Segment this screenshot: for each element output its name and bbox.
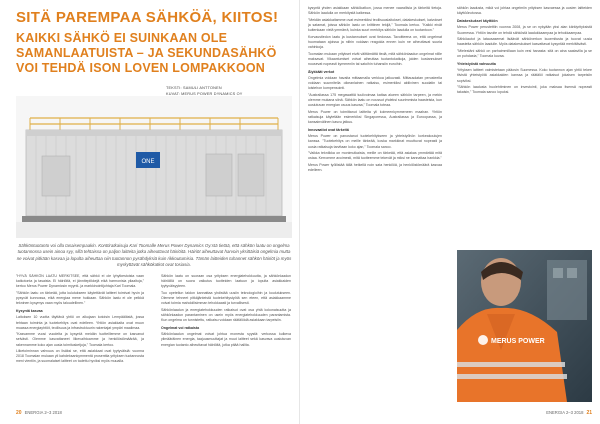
paragraph: Tuo opetellun taidon kannattaa yhdistää uusiin teknologioihin ja koulutukseen. Olemme tehneet pitkäjänteistä tuotekehitystyötä sen eteen, että asiakkaamme voivat toimia mahdollisimman tehokkaasti ja turvallisesti. — [161, 290, 291, 306]
byline-text: TEKSTI: SAMULI ANTTONEN — [166, 86, 222, 90]
subheading: Datakeskukset käyttöön — [457, 19, 498, 24]
right-footer — [546, 410, 592, 416]
paragraph: Laitoksen 10 vuotta täyttävä yhtiö on alkujaan kotoisin Lempäälästä, jossa tehtaan toiminta ja tuotekehitys ovat edelleen. Yhtiön asiakkaita ovat muun muassa energiayhtiöt, teollisuus ja infrastruktuurin rakentajat ympäri maailmaa. — [16, 315, 144, 330]
paragraph: "Mielestäni sähkö on parhaimmillaan kuin vesi hanasta: sitä on aina saatavilla ja se on puhdasta," Toomala kuvaa. — [457, 48, 592, 58]
paragraph: Merus Power työllistää tällä hetkellä noin sata henkilöä, ja henkilöstömäärä kasvaa edelleen. — [308, 162, 442, 172]
paragraph: Sähköautot ja latausasemat lisäävät sähköverkon kuormitusta ja tuovat uusia haasteita sähkön laadulle. Myös datakeskukset kasvattavat kysyntää merkittävästi. — [457, 37, 592, 47]
subheading: Yhteistyöstä vahvuutta — [457, 62, 496, 67]
paragraph: "Sähkön laatu on tärkeää, jotta kulutukseen käytettävät laitteet toimivat hyvin ja pysyvät kunnossa, eikä energiaa mene hukkaan. Sähkön laatu ei ole pelkkä tekninen kysymys vaan myös taloudellinen." — [16, 290, 144, 306]
paragraph: "Vaikka tekniikka on monimutkaista, meille on tärkeää, että asiakas ymmärtää mitä ostaa. Kerromme avoimesti, mitä tuotteemme tekevät ja miksi ne kannattaa hankkia." — [308, 151, 442, 161]
left-column-2 — [161, 274, 291, 406]
article-headline: SITÄ PAREMPAA SÄHKÖÄ, KIITOS! — [16, 9, 279, 26]
subheading: Älykkäät verkot — [308, 69, 335, 74]
paragraph: Yrityksen laitteet valmistetaan pääosin Suomessa. Koko tuotannon ajan yhtiö tekee tiivistä yhteistyötä asiakkaiden kanssa ja räätälöi ratkaisut jokaisen tarpeisiin sopiviksi. — [457, 68, 592, 83]
byline-photo: KUVAT: MERUS POWER DYNAMICS OY — [166, 92, 243, 96]
paragraph: Liiketoiminnan vahvuus on lisäksi se, että asiakkaat ovat tyytyväisiä: vuonna 2018 Toomalan mukaan yli kahdeksankymmentä prosenttia yrityksen tuotannosta meni vientiin, ja suomalaiset laitteet on todettu hyviksi myös muualla. — [16, 349, 144, 364]
subheading: Kysyntä kasvaa — [16, 309, 43, 314]
issue-label: ENERGIA 2–3 2018 — [24, 410, 62, 415]
paragraph: Korvaustiedon laatu ja kustannukset ovat tiedossa. Tavoitteena on, että ongelmat huomataan ajoissa ja niihin voidaan reagoida ennen kuin ne aiheuttavat suuria vahinkoja. — [308, 34, 442, 49]
paragraph: Merus Power on panostanut tuotekehitykseen ja yhteistyöhön korkeakoulujen kanssa. "Tuotekehitys on meille tärkeää, koska markkinat muuttuvat nopeasti ja uusia ratkaisuja tarvitaan koko ajan," Toomala sanoo. — [308, 134, 442, 149]
paragraph: Toomalan mukaan yritykset eivät välttämättä tiedä, mitä sähkönlaadun ongelmat niille maksavat. Vikaantumiset voivat aiheuttaa tuotantokatkoja, joiden kustannukset nousevat nopeasti kymmeniin tai satoihin tuhansiin euroihin. — [308, 51, 442, 66]
right-page — [300, 0, 600, 424]
photo-caption: Sähköntuotanto voi olla tasaisempaakin. Konttiratkaisuja Kari Toomalle Merus Power Dynamics Oy:stä tietää, että sähkön laatu on ongelma tuotannossa usein ainoa syy, sillä tehtaissa on paljon laitteita jotka aiheuttavat häiriöitä. Häiriöt aiheuttavat harvoin yksittäisiä ongelmia mutta ne voivat pitkään kasvaa ja lopulta aiheuttaa niin tuotannon pysähdyksiä kuin rikkoutumisia. Tämän laitteiden tuhannet sähkön häiriöt ja myös myrkyttävät sähkökatkot ovat tosiasia. — [16, 243, 292, 267]
paragraph: "Kasvamme vuosi vuodelta ja kysyntä meidän tuotteillemme on kasvanut selvästi. Olemme kasvattaneet liikevaihtoamme ja henkilöstömäärää, ja rakennamme koko ajan uusia toimitusketjuja," Toomala kertoo. — [16, 332, 144, 347]
right-column-2 — [457, 6, 592, 244]
subheading: Ongelmat voi ratkaista — [161, 326, 200, 331]
subheading: Innovaatiot ovat tärkeitä — [308, 128, 349, 133]
left-column-1 — [16, 274, 144, 406]
paragraph: "Meidän asiakkaitamme ovat esimerkiksi teollisuuslaitokset, datakeskukset, kaivokset ja satamat, joissa sähkön laatu on kriittinen tekijä," Toomala kertoo. "Kaikki eivät kuitenkaan vielä ymmärrä, kuinka suuri merkitys sähkön laadulla on tuotantoon." — [308, 17, 442, 32]
paragraph: "HYVÄ SÄHKÖN LAATU MERKITSEE, että sähkö ei ole lyhytkestoista vaan katkotonta ja tasaista. Ei häiriöitä, ei jännitepiikkejä eikä harmonisia yliaaltoja," kertoo Merus Power Dynamicsin myynti- ja markkinointijohtaja Kari Toomala. — [16, 274, 144, 289]
container-photo — [16, 96, 292, 238]
paragraph: Merus Power on toimittanut laitteita yli kolmeenkymmeneen maahan. Yhtiön ratkaisuja käytetään esimerkiksi Singaporessa, Australiassa ja Euroopassa, ja kansainvälinen kasvu jatkuu. — [308, 109, 442, 124]
paragraph: "Sähkön laadusta huolehtiminen on investointi, joka maksaa itsensä nopeasti takaisin," Toomala sanoo lopuksi. — [457, 85, 592, 95]
right-column-1 — [308, 6, 442, 406]
paragraph: Merus Power perustettiin vuonna 2008, ja se on nykyään yksi alan kärkiyrityksistä Suomessa. Yhtiön tavoite on tehdä sähköstä laadukkaampaa ja tehokkaampaa. — [457, 25, 592, 35]
page-number: 21 — [586, 410, 592, 416]
paragraph: "Australiassa 175 megawattiä tuulivoimaa kattaa alueen sähkön tarpeen, ja mekin olemme mukana siinä. Sähkön laatu on noussut yhdeksi suurimmista haasteista, kun uusiutuvan energian osuus kasvaa," Toomala toteaa. — [308, 92, 442, 108]
container-logo: ONE — [141, 159, 155, 165]
worker-illustration — [457, 250, 592, 402]
issue-label: ENERGIA 2–3 2018 — [546, 410, 584, 415]
paragraph: sähkön laadusta, mikä voi johtaa ongelmiin yrityksen kasvaessa ja uusien laitteiden käyttöönotossa. — [457, 6, 592, 16]
paragraph: Ongelmia voidaan havaita mittaamalla verkkoa jatkuvasti. Mittausdatan perusteella voidaan suunnitella oikeanlainen ratkaisu, esimerkiksi aktiivinen suodatin tai loistehon kompensointi. — [308, 76, 442, 91]
worker-photo — [457, 250, 592, 402]
paragraph: kysyntä yhden asiakkaan sähkökatkon, jossa menee vaarallisia ja tärkeitä tietoja. Sähkön laadulla on merkitystä kaikessa. — [308, 6, 442, 16]
left-footer — [16, 410, 62, 416]
paragraph: Sähkönlaadun ja energiatehokkuuden ratkaisut ovat osa yhtä kokonaisuutta ja sähkönlaadun parantaminen on usein myös energiatehokkuuden parantamista. Kun ongelma on tunnistettu, ratkaisu voidaan räätälöidä asiakkaan tarpeisiin. — [161, 307, 291, 322]
paragraph: Sähkönlaadun ongelmat voivat johtua monesta syystä: verkossa kulkeva ylimääräinen energia, taajuusmuuttajat ja muut laitteet sekä kasvava uusiutuvan energian tuotanto aiheuttavat häiriöitä, jotka pitää hallita. — [161, 332, 291, 347]
article-deck: KAIKKI SÄHKÖ EI SUINKAAN OLE SAMANLAATUISTA – JA SEKUNDASÄHKÖ VOI TEHDÄ ISON LOVEN LOMPAKKOON — [16, 31, 277, 75]
paragraph: Sähkön laatu on suoraan osa yrityksen energiatehokkuutta, ja sähkönlaadun häiriöillä on suora vaikutus tuotteiden laatuun ja lopulta asiakkaiden tyytyväisyyteen. — [161, 274, 291, 289]
page-number: 20 — [16, 410, 22, 416]
vest-logo-text: MERUS POWER — [491, 338, 545, 345]
container-illustration — [16, 96, 292, 238]
